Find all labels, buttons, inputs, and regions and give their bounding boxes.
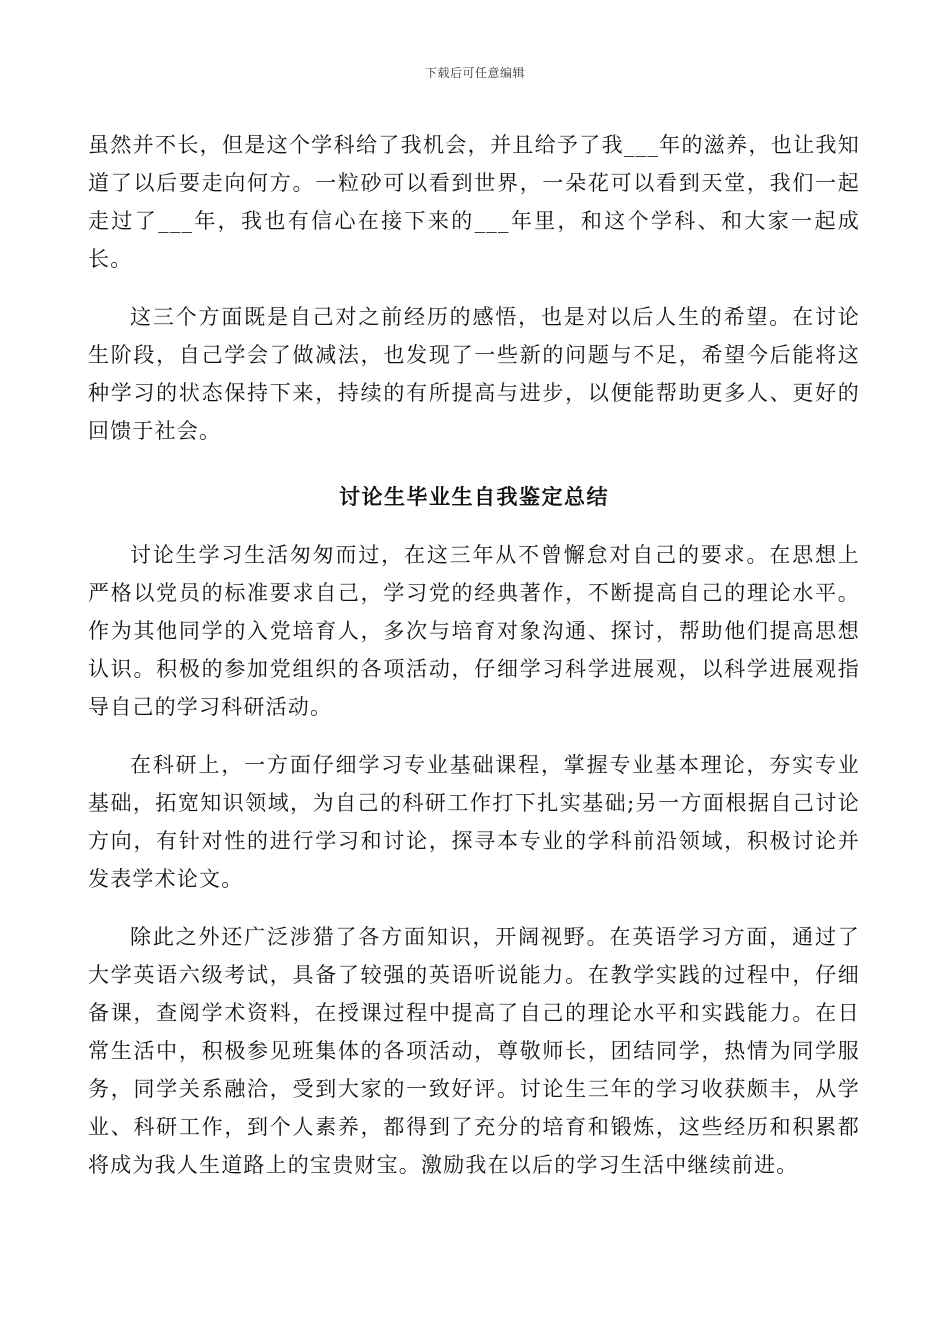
page-header: 下载后可任意编辑 — [424, 66, 525, 80]
section-title: 讨论生毕业生自我鉴定总结 — [339, 484, 609, 509]
paragraph-knowledge: 除此之外还广泛涉猎了各方面知识，开阔视野。在英语学习方面，通过了大学英语六级考试，具备了较强的英语听说能力。在教学实践的过程中，仔细备课，查阅学术资料，在授课过程中提高了自己的理论水平和实践能力。在日常生活中，积极参见班集体的各项活动，尊敬师长，团结同学，热情为同学服务，同学关系融洽，受到大家的一致好评。讨论生三年的学习收获颇丰，从学业、科研工作，到个人素养，都得到了充分的培育和锻炼，这些经历和积累都将成为我人生道路上的宝贵财宝。激励我在以后的学习生活中继续前进。 — [88, 925, 860, 1177]
paragraph-research: 在科研上，一方面仔细学习专业基础课程，掌握专业基本理论，夯实专业基础，拓宽知识领域，为自己的科研工作打下扎实基础;另一方面根据自己讨论方向，有针对性的进行学习和讨论，探寻本专业的学科前沿领域，积极讨论并发表学术论文。 — [88, 753, 860, 891]
document-body — [88, 126, 860, 1184]
paragraph-continuation: 虽然并不长，但是这个学科给了我机会，并且给予了我___年的滋养，也让我知道了以后要走向何方。一粒砂可以看到世界，一朵花可以看到天堂，我们一起走过了___年，我也有信心在接下来的___年里，和这个学科、和大家一起成长。 — [88, 133, 860, 271]
paragraph-ideology: 讨论生学习生活匆匆而过，在这三年从不曾懈怠对自己的要求。在思想上严格以党员的标准要求自己，学习党的经典著作，不断提高自己的理论水平。作为其他同学的入党培育人，多次与培育对象沟通、探讨，帮助他们提高思想认识。积极的参加党组织的各项活动，仔细学习科学进展观，以科学进展观指导自己的学习科研活动。 — [88, 543, 860, 719]
paragraph-reflection: 这三个方面既是自己对之前经历的感悟，也是对以后人生的希望。在讨论生阶段，自己学会了做减法，也发现了一些新的问题与不足，希望今后能将这种学习的状态保持下来，持续的有所提高与进步，以便能帮助更多人、更好的回馈于社会。 — [88, 305, 860, 443]
